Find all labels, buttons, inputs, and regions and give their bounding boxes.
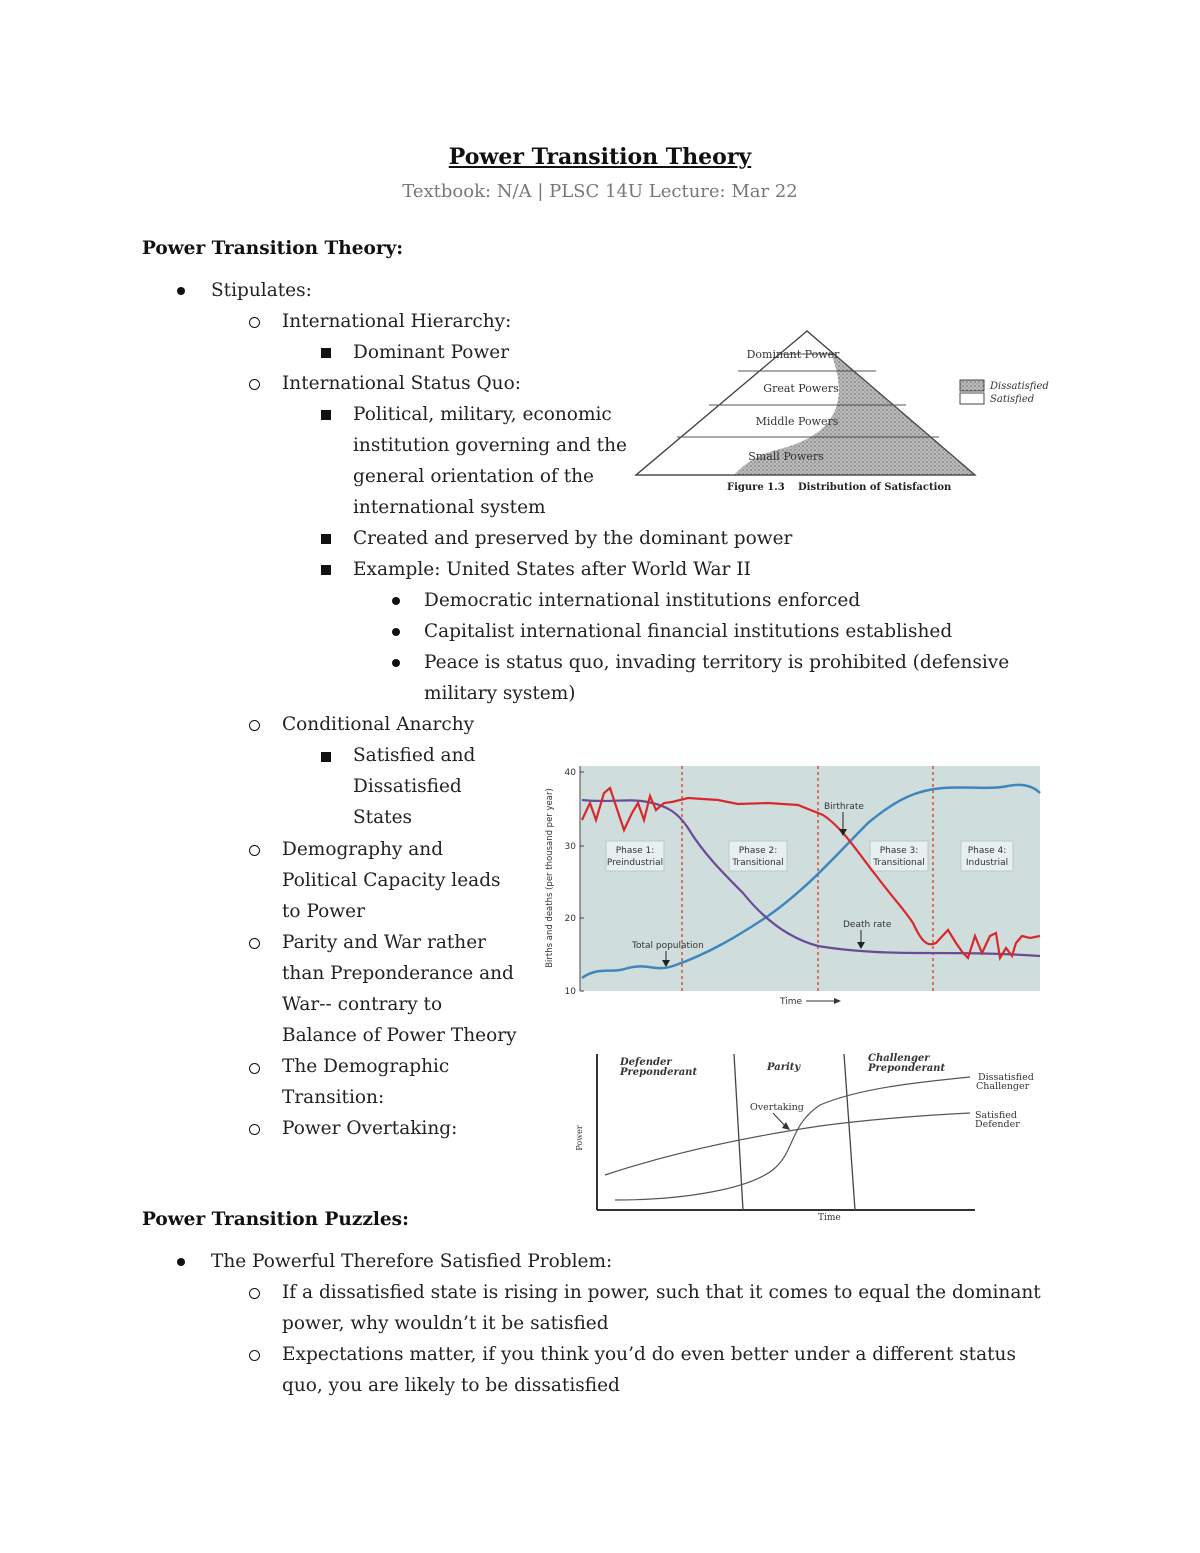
bullet [249,1350,260,1361]
list-item: Conditional Anarchy [282,714,475,735]
x-axis-arrowhead [834,998,841,1004]
series-label: Defender [975,1119,1020,1130]
y-axis-label: Births and deaths (per thousand per year) [545,788,555,968]
pyramid-level-label: Dominant Power [746,348,840,361]
y-tick-label: 10 [564,987,576,997]
list-item: Power Overtaking: [282,1118,458,1139]
bullet [249,317,260,328]
list-item: Satisfied and [353,745,476,766]
list-item: Parity and War rather [282,932,487,953]
list-item: Peace is status quo, invading territory is prohibited (defensive [424,652,1010,673]
bullet [249,379,260,390]
phase-label: Phase 1: [615,846,655,856]
series-label: Dissatisfied [978,1072,1034,1083]
bullet [249,1288,260,1299]
page-subtitle: Textbook: N/A | PLSC 14U Lecture: Mar 22 [402,181,798,202]
figure-caption: Distribution of Satisfaction [798,482,952,493]
phase-label: Phase 2: [738,846,778,856]
section-heading-theory: Power Transition Theory: [142,238,404,259]
list-item: than Preponderance and [282,963,514,984]
annotation-total-population: Total population [632,941,704,951]
list-item: military system) [424,683,576,704]
bullet [249,720,260,731]
bullet [177,1258,185,1266]
bullet [392,597,400,605]
series-satisfied-defender [605,1113,970,1175]
list-item: to Power [282,901,365,922]
zone-divider [844,1054,855,1210]
bullet [249,1063,260,1074]
page-title: Power Transition Theory [448,144,752,170]
list-item: Political Capacity leads [282,870,501,891]
section-heading-puzzles: Power Transition Puzzles: [142,1209,409,1230]
x-axis-label: Time [818,1213,841,1222]
bullet [392,628,400,636]
list-item: quo, you are likely to be dissatisfied [282,1375,620,1396]
list-item: The Demographic [282,1056,450,1077]
figure-caption-number: Figure 1.3 [727,482,785,493]
list-item: States [353,807,413,828]
list-item: Stipulates: [211,280,312,301]
list-item: international system [353,497,546,518]
bullet [177,287,185,295]
phase-label: Transitional [732,858,784,868]
list-item: If a dissatisfied state is rising in power, such that it comes to equal the dominant [282,1282,1041,1303]
y-axis-label: Power [575,1125,584,1151]
x-axis-label: Time [780,997,803,1007]
phase-label: Phase 4: [967,846,1007,856]
bullet [321,752,331,762]
bullet [249,845,260,856]
annotation-death-rate: Death rate [843,920,892,930]
zone-label: Defender [620,1057,672,1068]
list-item: The Powerful Therefore Satisfied Problem: [211,1251,613,1272]
legend-label: Satisfied [990,394,1035,405]
zone-label: Challenger [868,1053,930,1064]
list-item: general orientation of the [353,466,594,487]
list-item: Democratic international institutions enforced [424,590,861,611]
y-tick-label: 20 [564,914,576,924]
phase-label: Phase 3: [879,846,919,856]
bullet [392,659,400,667]
bullet [249,938,260,949]
pyramid-level-label: Great Powers [763,382,839,395]
annotation-overtaking: Overtaking [750,1102,804,1113]
list-item: power, why wouldn’t it be satisfied [282,1313,609,1334]
annotation-arrow [773,1113,786,1127]
annotation-birthrate: Birthrate [824,802,864,812]
list-item: Example: United States after World War II [353,559,751,580]
list-item: Balance of Power Theory [282,1025,517,1046]
demographic-transition-chart [538,758,1046,1013]
series-dissatisfied-challenger [615,1077,970,1200]
bullet [321,534,331,544]
y-tick-label: 40 [564,768,576,778]
list-item: Capitalist international financial institutions established [424,621,953,642]
list-item: Dominant Power [353,342,510,363]
list-item: institution governing and the [353,435,627,456]
list-item: Expectations matter, if you think you’d do even better under a different status [282,1344,1016,1365]
phase-label: Preindustrial [606,858,664,868]
power-overtaking-chart [560,1050,1060,1222]
bullet [321,410,331,420]
series-label: Satisfied [975,1110,1017,1121]
zone-label: Preponderant [620,1067,698,1078]
satisfaction-pyramid-figure [630,325,1070,495]
bullet [249,1124,260,1135]
bullet [321,565,331,575]
list-item: Created and preserved by the dominant power [353,528,793,549]
pyramid-level-label: Middle Powers [755,415,839,428]
annotation-arrowhead [782,1122,790,1130]
list-item: Dissatisfied [353,776,462,797]
phase-label: Transitional [873,858,925,868]
list-item: War-- contrary to [282,994,443,1015]
bullet [321,348,331,358]
legend-label: Dissatisfied [990,381,1049,392]
list-item: International Status Quo: [282,373,521,394]
list-item: Political, military, economic [353,404,612,425]
legend-swatch-dissatisfied [960,380,984,391]
phase-label: Industrial [965,858,1009,868]
list-item: Demography and [282,839,444,860]
zone-label: Preponderant [868,1063,946,1074]
legend-swatch-satisfied [960,393,984,404]
zone-label: Parity [767,1062,801,1073]
list-item: International Hierarchy: [282,311,512,332]
pyramid-level-label: Small Powers [748,450,824,463]
series-label: Challenger [976,1081,1030,1092]
y-tick-label: 30 [564,842,576,852]
list-item: Transition: [282,1087,385,1108]
